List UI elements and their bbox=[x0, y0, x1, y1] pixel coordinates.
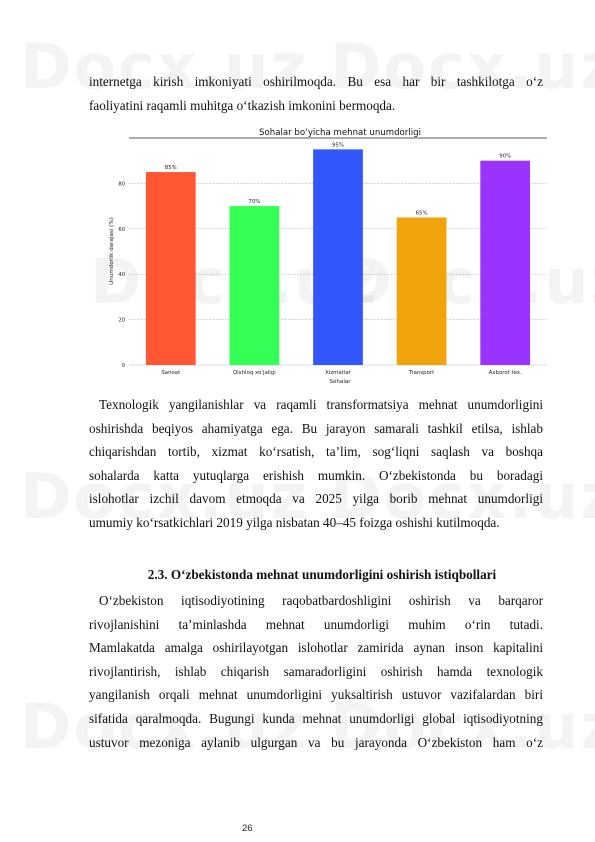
text-line: oshirishda beqiyos ahamiyatga ega. Bu jarayon samarali tashkil etilsa, ishlab bbox=[89, 420, 543, 436]
x-tick-label: Transport bbox=[408, 370, 435, 376]
text-line: Texnologik yangilanishlar va raqamli transformatsiya mehnat unumdorligini bbox=[99, 397, 543, 412]
text-line: Mamlakatda amalga oshirilayotgan islohotlar zamirida aynan inson kapitalini bbox=[89, 640, 543, 656]
text-line: yangilanish orqali mehnat unumdorligini yuksaltirish ustuvor vazifalardan biri bbox=[89, 687, 543, 703]
x-axis-label: Sohalar bbox=[329, 379, 351, 385]
text-line: internetga kirish imkoniyati oshirilmoqda. Bu esa har bir tashkilotga o‘z bbox=[89, 74, 543, 89]
text-line: sifatida qaralmoqda. Bugungi kunda mehnat unumdorligi global iqtisodiyotning bbox=[89, 710, 543, 726]
bar bbox=[230, 206, 280, 365]
y-tick-label: 40 bbox=[118, 272, 125, 279]
text-line: rivojlantirish, ishlab chiqarish samaradorligini oshirish hamda texnologik bbox=[89, 663, 543, 679]
x-tick-label: Sanoat bbox=[161, 370, 181, 376]
page-number: 26 bbox=[242, 823, 253, 834]
text-line: umumiy ko‘rsatkichlari 2019 yilga nisbatan 40–45 foizga oshishi kutilmoqda. bbox=[89, 514, 500, 530]
x-tick-label: Qishloq xo‘jaligi bbox=[233, 370, 276, 376]
bars bbox=[146, 149, 530, 365]
text-line: O‘zbekiston iqtisodiyotining raqobatbardoshligini oshirish va barqaror bbox=[99, 593, 543, 608]
body-paragraph-1 bbox=[89, 393, 543, 535]
y-tick-label: 0 bbox=[121, 363, 125, 369]
bar-value-label: 90% bbox=[499, 153, 512, 160]
y-tick-label: 60 bbox=[118, 226, 125, 233]
text-line: islohotlar izchil davom etmoqda va 2025 yilga borib mehnat unumdorligi bbox=[89, 491, 543, 507]
y-axis-label: Unumdorlik darajasi (%) bbox=[109, 217, 115, 285]
bar bbox=[146, 172, 196, 365]
text-line: rivojlanishini ta’minlashda mehnat unumdorligi muhim o‘rin tutadi. bbox=[89, 616, 543, 632]
text-line: ustuvor mezoniga aylanib ulgurgan va bu jarayonda O‘zbekiston ham o‘z bbox=[89, 734, 543, 750]
text-line: sohalarda katta yutuqlarga erishish mumkin. O‘zbekistonda bu boradagi bbox=[89, 467, 543, 483]
bar bbox=[313, 149, 363, 365]
y-tick-label: 80 bbox=[118, 181, 125, 188]
bar bbox=[480, 161, 530, 365]
bar-value-label: 70% bbox=[248, 199, 261, 206]
x-tick-label: Axborot tex. bbox=[488, 370, 522, 376]
section-heading: 2.3. O‘zbekistonda mehnat unumdorligini oshirish istiqbollari bbox=[147, 567, 497, 582]
bar-value-label: 85% bbox=[164, 165, 177, 172]
bar-value-label: 65% bbox=[415, 210, 428, 217]
y-tick-label: 20 bbox=[118, 317, 125, 324]
x-tick-label: Xizmatlar bbox=[325, 370, 351, 376]
text-line: faoliyatini raqamli muhitga o‘tkazish imkonini bermoqda. bbox=[89, 97, 396, 113]
text-line: chiqarishdan tortib, xizmat ko‘rsatish, ta’lim, sog‘liqni saqlash va boshqa bbox=[89, 444, 543, 460]
body-paragraph-2 bbox=[89, 589, 543, 754]
chart-title: Sohalar bo‘yicha mehnat unumdorligi bbox=[259, 128, 421, 138]
bar bbox=[397, 217, 447, 365]
bar-value-label: 95% bbox=[332, 142, 344, 149]
